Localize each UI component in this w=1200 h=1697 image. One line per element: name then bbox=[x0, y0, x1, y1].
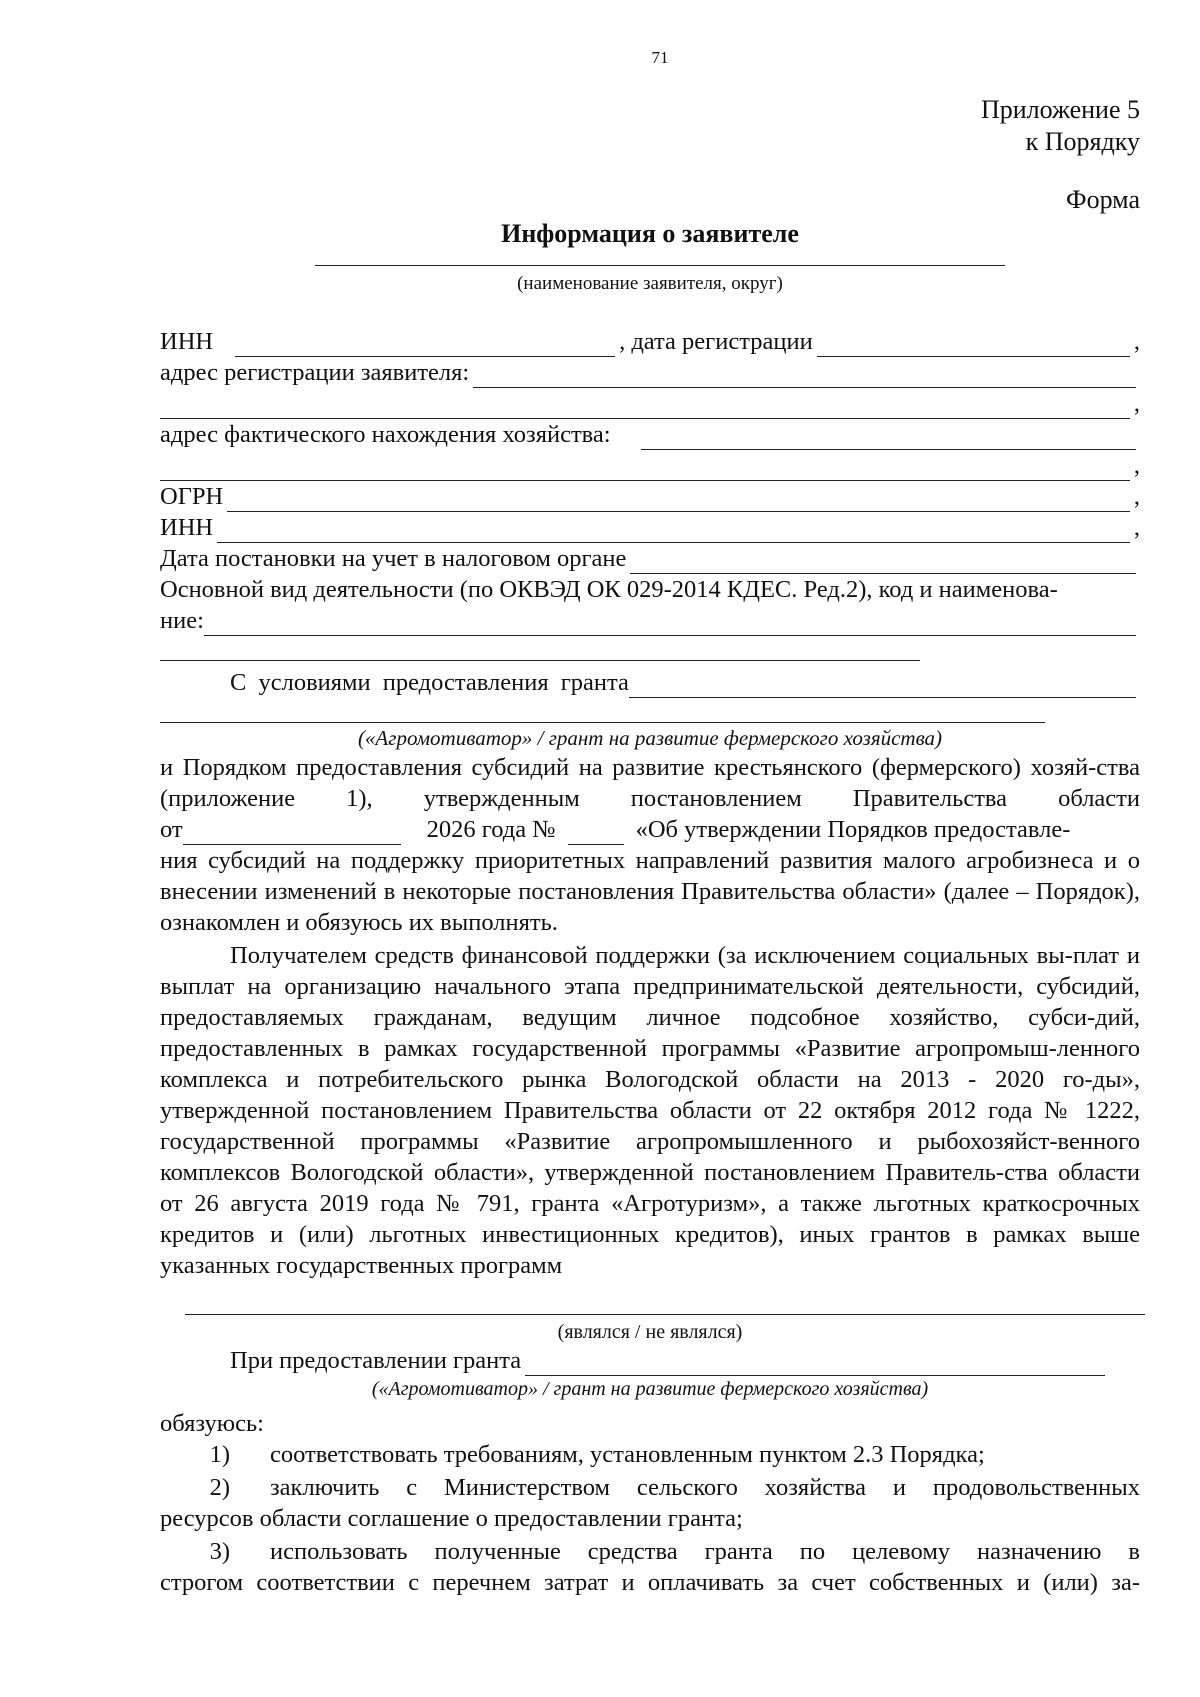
decree-title-start: «Об утверждении Порядков предоставле- bbox=[635, 816, 1071, 843]
inn-row: ИНН , дата регистрации , bbox=[160, 328, 1140, 355]
paragraph-2: Получателем средств финансовой поддержки (за исключением социальных вы-плат и выплат на организацию начального этапа предпринимательской деятельности, субсидий, предоставляемых гражданам, ведущим личное подсобное хозяйство, субси-дий, предоставленных в рамках государственной программы «Развитие агропромыш-ленного комплекса и потребительского рынка Вологодской области на 2013 - 2020 го-ды», утвержденной постановлением Правительства области от 22 октября 2012 года № 1222, государственной программы «Развитие агропромышленного и рыбохозяйст-венного комплексов Вологодской области», утвержденной постановлением Правитель-ства области от 26 августа 2019 года № 791, гранта «Агротуризм», а также льготных краткосрочных кредитов и (или) льготных инвестиционных кредитов), иных грантов в рамках выше указанных государственных программ bbox=[160, 942, 1140, 1279]
item-number: 3) bbox=[209, 1538, 230, 1565]
reg-address-label: адрес регистрации заявителя: bbox=[160, 359, 470, 386]
obligations-list bbox=[160, 1439, 1140, 1598]
decree-number-field[interactable] bbox=[568, 822, 624, 845]
okved-field-2[interactable] bbox=[160, 660, 920, 661]
list-item bbox=[160, 1536, 1140, 1567]
inn2-field[interactable] bbox=[217, 520, 1130, 543]
actual-address-field[interactable] bbox=[641, 427, 1136, 450]
reg-address-field[interactable] bbox=[473, 365, 1136, 388]
tax-date-label: Дата постановки на учет в налоговом органе bbox=[160, 545, 627, 572]
okved-cont-label: ние: bbox=[160, 607, 204, 634]
page-number: 71 bbox=[651, 48, 669, 67]
reg-address-row bbox=[160, 357, 1140, 388]
grant-type-field-2[interactable] bbox=[160, 722, 1045, 723]
grant-type-caption: («Агромотиватор» / грант на развитие фермерского хозяйства) bbox=[357, 726, 943, 750]
grant-conditions-row bbox=[160, 667, 1140, 698]
decree-date-field[interactable] bbox=[183, 822, 401, 845]
ogrn-label: ОГРН bbox=[160, 483, 224, 510]
item-text: заключить с Министерством сельского хозяйства и продовольственных bbox=[270, 1474, 1140, 1501]
item-text: использовать полученные средства гранта по целевому назначению в bbox=[270, 1538, 1140, 1565]
was-recipient-caption: (являлся / не являлся) bbox=[557, 1321, 743, 1343]
decree-row bbox=[160, 814, 1140, 845]
okved-label: Основной вид деятельности (по ОКВЭД ОК 029-2014 КДЕС. Ред.2), код и наименова- bbox=[160, 576, 1058, 603]
ogrn-row: ОГРН , bbox=[160, 483, 1140, 510]
list-item bbox=[160, 1472, 1140, 1503]
item-text-cont: ресурсов области соглашение о предоставлении гранта; bbox=[160, 1505, 743, 1532]
actual-address-label: адрес фактического нахождения хозяйства: bbox=[160, 421, 611, 448]
applicant-name-caption: (наименование заявителя, округ) bbox=[517, 273, 783, 294]
item-number: 2) bbox=[209, 1474, 230, 1501]
document-title: Информация о заявителе bbox=[501, 219, 799, 248]
list-item bbox=[160, 1439, 1140, 1470]
grant-provision-field[interactable] bbox=[525, 1353, 1105, 1376]
grant-conditions-label: С условиями предоставления гранта bbox=[230, 669, 629, 696]
reg-address-field-2[interactable] bbox=[160, 396, 1130, 419]
grant-type-field[interactable] bbox=[629, 675, 1136, 698]
paragraph-1c: ния субсидий на поддержку приоритетных направлений развития малого агробизнеса и о внесении изменений в некоторые постановления Правительства области» (далее – Порядок), ознакомлен и обязуюсь их выполнять. bbox=[160, 847, 1140, 936]
decree-year-label: 2026 года № bbox=[426, 816, 556, 843]
inn2-label: ИНН bbox=[160, 514, 214, 541]
tax-date-field[interactable] bbox=[630, 551, 1136, 574]
oblige-label: обязуюсь: bbox=[160, 1410, 264, 1437]
reg-date-field[interactable] bbox=[817, 334, 1130, 357]
okved-field[interactable] bbox=[204, 613, 1136, 636]
item-text-cont: строгом соответствии с перечнем затрат и оплачивать за счет собственных и (или) за- bbox=[160, 1569, 1140, 1596]
paragraph-1a: и Порядком предоставления субсидий на развитие крестьянского (фермерского) хозяй-ства (приложение 1), утвержденным постановлением Правительства области bbox=[160, 754, 1140, 812]
applicant-name-line[interactable] bbox=[315, 265, 1005, 266]
grant-provision-row bbox=[160, 1345, 1140, 1376]
inn2-row: ИНН , bbox=[160, 514, 1140, 541]
inn-field[interactable] bbox=[235, 334, 615, 357]
item-number: 1) bbox=[209, 1441, 230, 1468]
okved-row bbox=[160, 605, 1140, 636]
grant-provision-label: При предоставлении гранта bbox=[230, 1347, 522, 1374]
form-label: Форма bbox=[1066, 185, 1140, 214]
ogrn-field[interactable] bbox=[227, 489, 1130, 512]
actual-address-row bbox=[160, 419, 1140, 450]
appendix-label: Приложение 5 bbox=[980, 95, 1140, 124]
was-recipient-field[interactable] bbox=[185, 1314, 1145, 1315]
actual-address-field-2[interactable] bbox=[160, 458, 1130, 481]
reg-date-label: , дата регистрации bbox=[619, 328, 813, 355]
appendix-ref: к Порядку bbox=[1025, 127, 1140, 156]
actual-address-cont-row: , bbox=[160, 450, 1140, 481]
grant-provision-caption: («Агромотиватор» / грант на развитие фермерского хозяйства) bbox=[371, 1378, 929, 1400]
item-text: соответствовать требованиям, установленным пунктом 2.3 Порядка; bbox=[270, 1441, 985, 1468]
reg-address-cont-row: , bbox=[160, 388, 1140, 419]
tax-date-row bbox=[160, 543, 1140, 574]
decree-from-label: от bbox=[160, 816, 183, 843]
inn-label: ИНН bbox=[160, 328, 214, 355]
